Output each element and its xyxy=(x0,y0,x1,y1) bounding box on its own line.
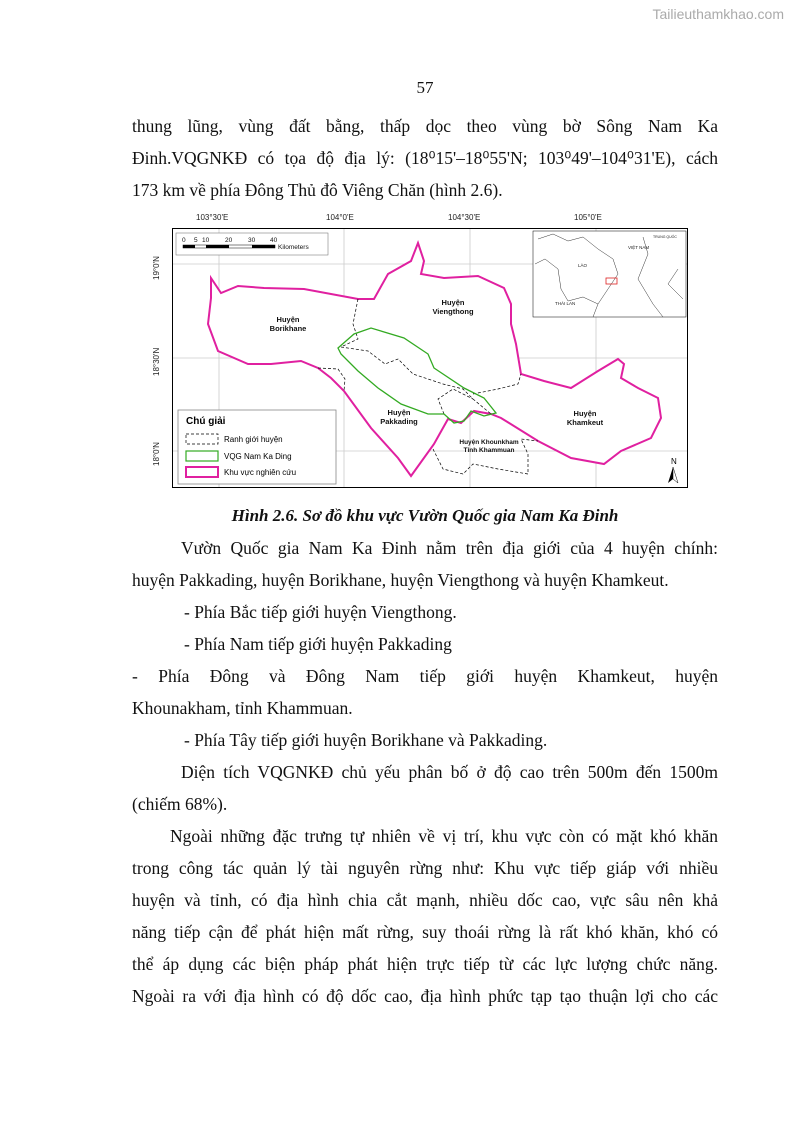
text-line: Đinh.VQGNKĐ có tọa độ địa lý: (18⁰15'–18⁰55'N; 103⁰49'–104⁰31'E), cách xyxy=(132,148,718,168)
lon-label: 104°0'E xyxy=(326,213,354,222)
text-line: huyện Pakkading, huyện Borikhane, huyện Viengthong và huyện Khamkeut. xyxy=(132,570,669,590)
scale-tick: 20 xyxy=(225,237,233,244)
page-number: 57 xyxy=(416,78,434,97)
text-line: (chiếm 68%). xyxy=(132,794,228,814)
scale-tick: 10 xyxy=(202,237,210,244)
inset-map xyxy=(533,231,686,317)
text-line: - Phía Nam tiếp giới huyện Pakkading xyxy=(184,634,452,654)
scale-tick: 0 xyxy=(182,237,186,244)
text-line: - Phía Tây tiếp giới huyện Borikhane và Pakkading. xyxy=(184,730,548,750)
scale-tick: 40 xyxy=(270,237,278,244)
legend-item: Ranh giới huyện xyxy=(224,435,283,444)
district-label: Huyện xyxy=(441,298,465,307)
district-label: Viengthong xyxy=(432,307,474,316)
lat-label: 18°30'N xyxy=(152,347,161,376)
svg-text:N: N xyxy=(671,457,677,466)
scale-unit: Kilometers xyxy=(278,244,309,251)
scale-bar xyxy=(176,233,328,255)
text-line: 173 km về phía Đông Thủ đô Viêng Chăn (hình 2.6). xyxy=(132,180,503,200)
inset-label: VIỆT NAM xyxy=(628,245,650,250)
figure-caption: Hình 2.6. Sơ đồ khu vực Vườn Quốc gia Nam Ka Đinh xyxy=(231,506,619,525)
text-line: Diện tích VQGNKĐ chủ yếu phân bố ở độ cao trên 500m đến 1500m xyxy=(181,762,718,782)
text-line: Khounakham, tỉnh Khammuan. xyxy=(132,698,353,718)
lat-label: 19°0'N xyxy=(152,256,161,280)
lon-label: 104°30'E xyxy=(448,213,481,222)
text-line: thung lũng, vùng đất bằng, thấp dọc theo vùng bờ Sông Nam Ka xyxy=(132,116,718,136)
text-line: thể áp dụng các biện pháp phát hiện trực tiếp từ các lực lượng chức năng. xyxy=(132,954,718,974)
lat-label: 18°0'N xyxy=(152,442,161,466)
district-label: Borikhane xyxy=(269,324,307,333)
district-label: Huyện xyxy=(573,409,597,418)
inset-label: TRUNG QUỐC xyxy=(653,235,677,239)
text-line: huyện và tỉnh, có địa hình chia cắt mạnh, nhiều dốc cao, vực sâu nên khả xyxy=(132,890,718,910)
inset-label: THÁI LAN xyxy=(555,301,576,306)
text-line: Ngoài những đặc trưng tự nhiên về vị trí, khu vực còn có mặt khó khăn xyxy=(170,826,718,846)
text-line: trong công tác quản lý tài nguyên rừng như: Khu vực tiếp giáp với nhiều xyxy=(132,858,718,878)
scale-tick: 5 xyxy=(194,237,198,244)
inset-label: LÀO xyxy=(578,263,588,268)
legend-item: VQG Nam Ka Ding xyxy=(224,452,292,461)
text-line: - Phía Đông và Đông Nam tiếp giới huyện Khamkeut, huyện xyxy=(132,666,718,686)
map-legend xyxy=(178,410,336,484)
text-line: - Phía Bắc tiếp giới huyện Viengthong. xyxy=(184,602,457,622)
text-line: Ngoài ra với địa hình có độ dốc cao, địa hình phức tạp tạo thuận lợi cho các xyxy=(132,986,718,1006)
north-arrow-icon xyxy=(668,457,678,483)
scale-tick: 30 xyxy=(248,237,256,244)
district-label: Huyện Khounkham xyxy=(459,439,519,446)
district-label: Tỉnh Khammuan xyxy=(463,447,515,454)
district-label: Pakkading xyxy=(380,417,418,426)
watermark: Tailieuthamkhao.com xyxy=(652,6,784,22)
text-line: năng tiếp cận để phát hiện mất rừng, suy thoái rừng là rất khó khăn, khó có xyxy=(132,922,718,942)
legend-title: Chú giải xyxy=(186,416,226,427)
district-label: Huyện xyxy=(387,408,411,417)
text-line: Vườn Quốc gia Nam Ka Đinh nằm trên địa giới của 4 huyện chính: xyxy=(181,538,718,558)
lon-label: 105°0'E xyxy=(574,213,602,222)
district-label: Khamkeut xyxy=(566,418,604,427)
legend-item: Khu vực nghiên cứu xyxy=(224,468,297,477)
study-area-map xyxy=(172,228,688,488)
district-label: Huyện xyxy=(276,315,300,324)
lon-label: 103°30'E xyxy=(196,213,229,222)
